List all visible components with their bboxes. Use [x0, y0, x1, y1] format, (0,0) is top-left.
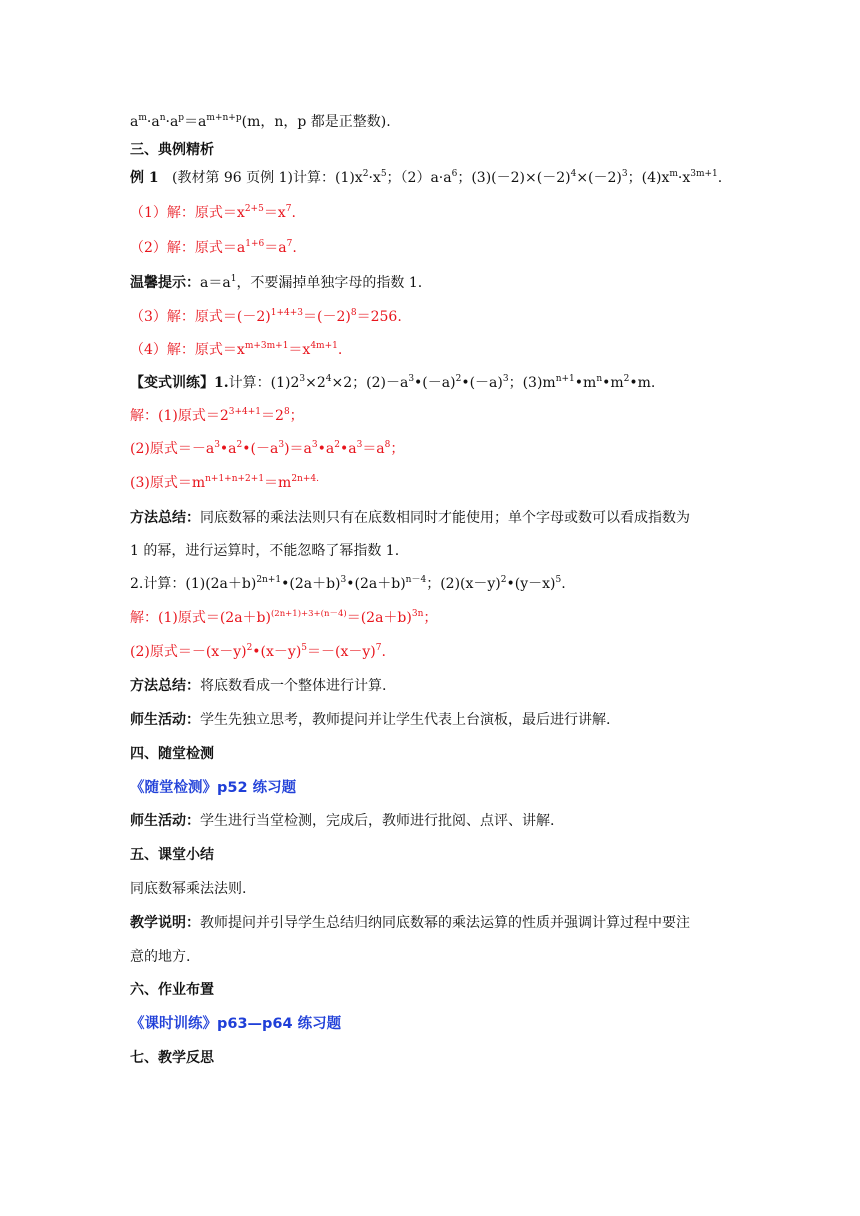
section-heading-4: 四、随堂检测	[130, 746, 214, 762]
teaching-note: 教学说明：教师提问并引导学生总结归纳同底数幂的乘法运算的性质并强调计算过程中要注	[130, 915, 690, 931]
example-1: 例 1 (教材第 96 页例 1)计算：$(1)x^2\cdot x^5$；$(2)a\cdot a^6$；$(3)(-2)\times(-2)^4\times(-2)^3$；$(4)x^m\cdot x^{3m+1}$.	[130, 169, 723, 186]
rule-line: $a^m\cdot a^n\cdot a^p=a^{m+n+p}(m$，n，p 都是正整数).	[130, 113, 391, 130]
variant-solution-1: 解：(1)原式$=2^{3+4+1}=2^8$；	[130, 407, 304, 424]
tip-line: 温馨提示：$a=a^1$，不要漏掉单独字母的指数 1.	[130, 274, 423, 291]
section-heading-6: 六、作业布置	[130, 982, 214, 998]
method-summary-1-cont: 1 的幂，进行运算时，不能忽略了幂指数 1.	[130, 543, 400, 559]
section-heading-5: 五、课堂小结	[130, 847, 214, 863]
solution-2: （2）解：原式$=a^{1+6}=a^7$.	[130, 239, 297, 256]
exercise-link-1: 《随堂检测》p52 练习题	[130, 780, 297, 796]
method-summary-2: 方法总结：将底数看成一个整体进行计算.	[130, 678, 387, 694]
solution-3: （3）解：原式$=(-2)^{1+4+3}=(-2)^8=256$.	[130, 308, 402, 325]
section-heading-3: 三、典例精析	[130, 142, 214, 158]
variant-solution-2: (2)原式$=-a^3•a^2•(-a^3)=a^3•a^2•a^3=a^8$；	[130, 440, 405, 457]
question-2-solution-1: 解：(1)原式$=(2a+b)^{(2n+1)+3+(n-4)}=(2a+b)^{3n}$；	[130, 609, 438, 626]
solution-4: （4）解：原式$=x^{m+3m+1}=x^{4m+1}$.	[130, 341, 343, 358]
teacher-student-activity-1: 师生活动：学生先独立思考，教师提问并让学生代表上台演板，最后进行讲解.	[130, 712, 611, 728]
variant-solution-3: (3)原式$=m^{n+1+n+2+1}=m^{2n+4.}$	[130, 474, 319, 491]
solution-1: （1）解：原式$=x^{2+5}=x^7$.	[130, 204, 296, 221]
variant-training-1: 【变式训练】1.计算：$(1)2^3\times 2^4\times 2$；$(2)-a^3•(-a)^2•(-a)^3$；$(3)m^{n+1}•m^n•m^2•m$.	[130, 374, 656, 391]
question-2-solution-2: (2)原式$=-(x-y)^2•(x-y)^5=-(x-y)^7$.	[130, 643, 386, 660]
section-heading-7: 七、教学反思	[130, 1050, 214, 1066]
question-2: 2.计算：$(1)(2a+b)^{2n+1}•(2a+b)^3•(2a+b)^{n-4}$；$(2)(x-y)^2•(y-x)^5$.	[130, 575, 566, 592]
teacher-student-activity-2: 师生活动：学生进行当堂检测，完成后，教师进行批阅、点评、讲解.	[130, 813, 555, 829]
class-summary: 同底数幂乘法法则.	[130, 881, 247, 897]
exercise-link-2: 《课时训练》p63—p64 练习题	[130, 1016, 342, 1032]
teaching-note-cont: 意的地方.	[130, 949, 191, 965]
method-summary-1: 方法总结：同底数幂的乘法法则只有在底数相同时才能使用；单个字母或数可以看成指数为	[130, 510, 690, 526]
